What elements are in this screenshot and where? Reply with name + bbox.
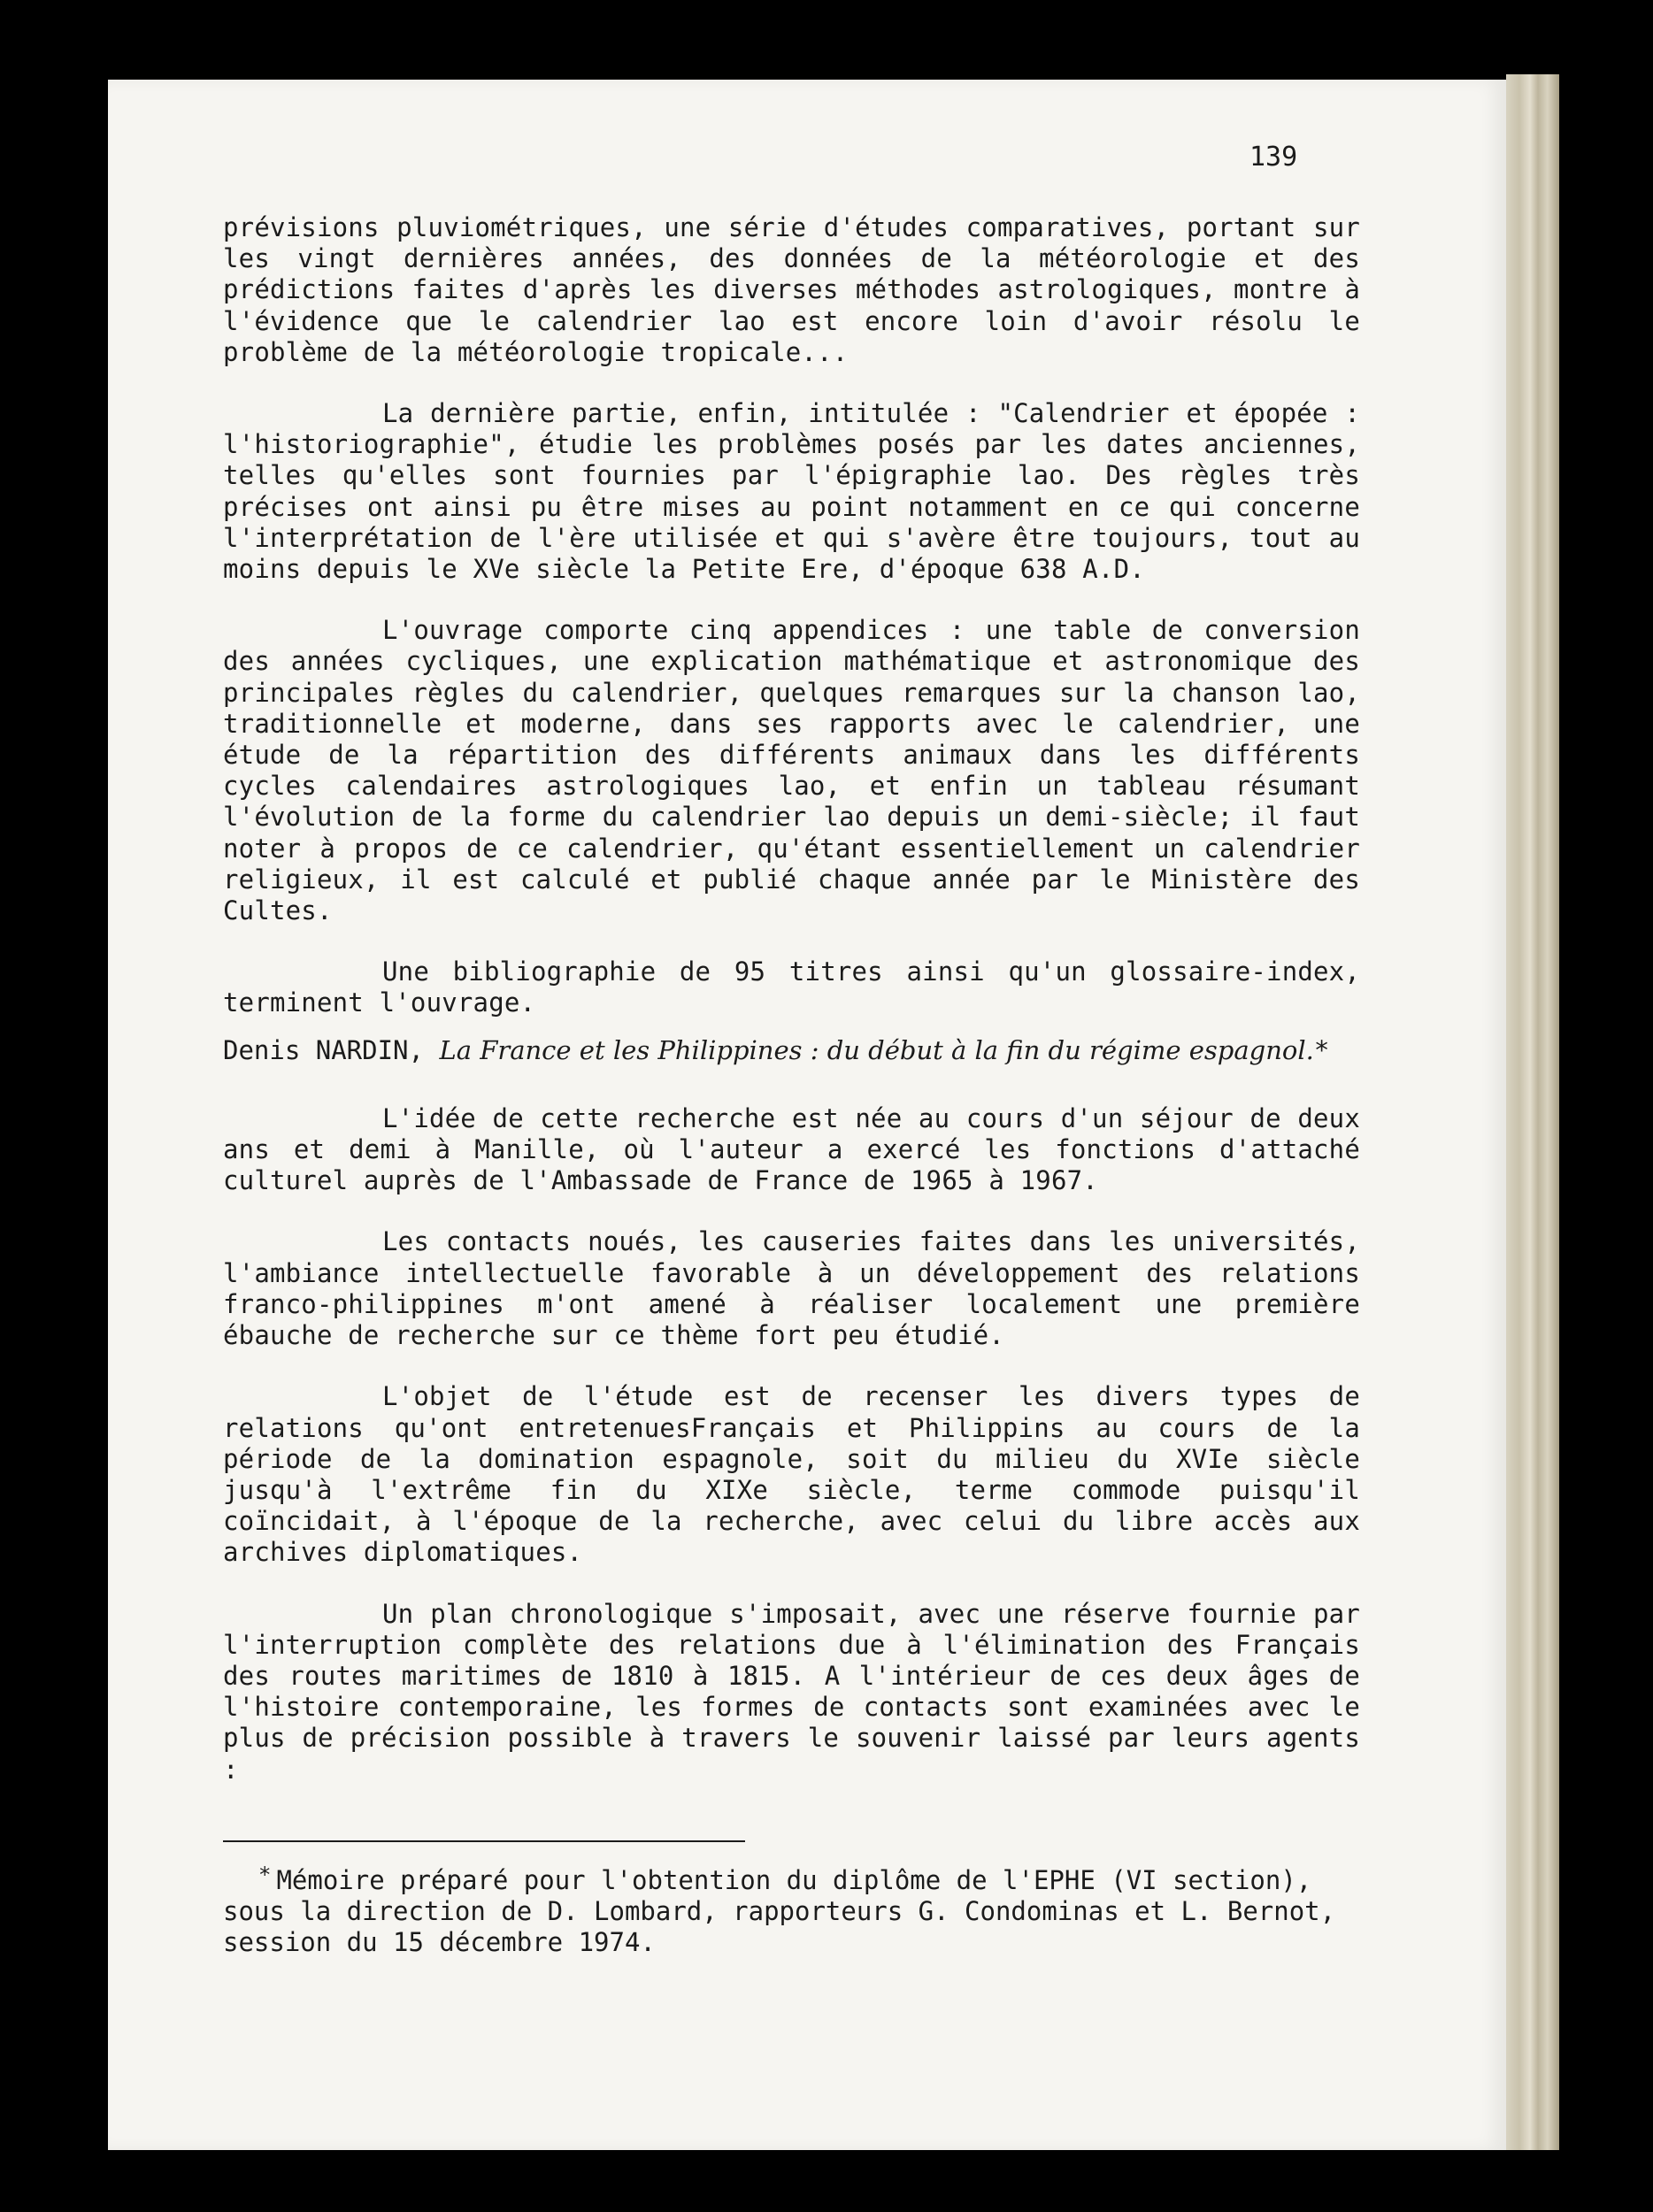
footnote (223, 1860, 1360, 1959)
page-edge-stack (1506, 74, 1559, 2150)
book-page (108, 80, 1506, 2150)
footnote-line-2: sous la direction de D. Lombard, rapporteurs G. Condominas et L. Bernot, (223, 1896, 1336, 1927)
reference-author: Denis NARDIN, (223, 1034, 424, 1065)
paragraph-bibliography: Une bibliographie de 95 titres ainsi qu'un glossaire-index, terminent l'ouvrage. (223, 956, 1360, 1018)
paragraph-origin: L'idée de cette recherche est née au cours d'un séjour de deux ans et demi à Manille, où l'auteur a exercé les fonctions d'attaché culturel auprès de l'Ambassade de France de 1965 à 1967. (223, 1102, 1360, 1196)
paragraph-appendices: L'ouvrage comporte cinq appendices : une table de conversion des années cycliques, une explication mathématique et astronomique des principales règles du calendrier, quelques remarques sur la chanson lao, traditionnelle et moderne, dans ses rapports avec le calendrier, une étude de la répartition des différents animaux dans les différents cycles calendaires astrologiques lao, et enfin un tableau résumant l'évolution de la forme du calendrier lao depuis un demi-siècle; il faut noter à propos de ce calendrier, qu'étant essentiellement un calendrier religieux, il est calculé et publié chaque année par le Ministère des Cultes. (223, 615, 1360, 926)
footnote-mark: * (258, 1863, 272, 1887)
work-reference (223, 1035, 1360, 1066)
paragraph-meteorology: prévisions pluviométriques, une série d'études comparatives, portant sur les vingt dernières années, des données de la météorologie et des prédictions faites d'après les diverses méthodes astrologiques, montre à l'évidence que le calendrier lao est encore loin d'avoir résolu le problème de la météorologie tropicale... (223, 212, 1360, 367)
paragraph-historiography: La dernière partie, enfin, intitulée : "Calendrier et épopée : l'historiographie", étudie les problèmes posés par les dates anciennes, telles qu'elles sont fournies par l'épigraphie lao. Des règles très précises ont ainsi pu être mises au point notamment en ce qui concerne l'interprétation de l'ère utilisée et qui s'avère être toujours, tout au moins depuis le XVe siècle la Petite Ere, d'époque 638 A.D. (223, 398, 1360, 585)
footnote-line-1-text: Mémoire préparé pour l'obtention du diplôme de l'EPHE (VI section), (276, 1865, 1312, 1895)
paragraph-objective: L'objet de l'étude est de recenser les divers types de relations qu'ont entretenuesFrançais et Philippins au cours de la période de la domination espagnole, soit du milieu du XVIe siècle jusqu'à l'extrême fin du XIXe siècle, terme commode puisqu'il coïncidait, à l'époque de la recherche, avec celui du libre accès aux archives diplomatiques. (223, 1381, 1360, 1568)
paragraph-plan: Un plan chronologique s'imposait, avec une réserve fournie par l'interruption complète des relations due à l'élimination des Français des routes maritimes de 1810 à 1815. A l'intérieur de ces deux âges de l'histoire contemporaine, les formes de contacts sont examinées avec le plus de précision possible à travers le souvenir laissé par leurs agents : (223, 1598, 1360, 1785)
body-text (223, 212, 1360, 1786)
footnote-rule (223, 1840, 745, 1842)
reference-title: La France et les Philippines : du début à la fin du régime espagnol. (439, 1034, 1314, 1065)
footnote-line-1 (223, 1860, 1360, 1896)
footnote-line-3: session du 15 décembre 1974. (223, 1927, 656, 1958)
paragraph-contacts: Les contacts noués, les causeries faites dans les universités, l'ambiance intellectuelle favorable à un développement des relations franco-philippines m'ont amené à réaliser localement une première ébauche de recherche sur ce thème fort peu étudié. (223, 1226, 1360, 1351)
page-number: 139 (1249, 142, 1298, 173)
reference-note-mark: * (1313, 1034, 1330, 1065)
